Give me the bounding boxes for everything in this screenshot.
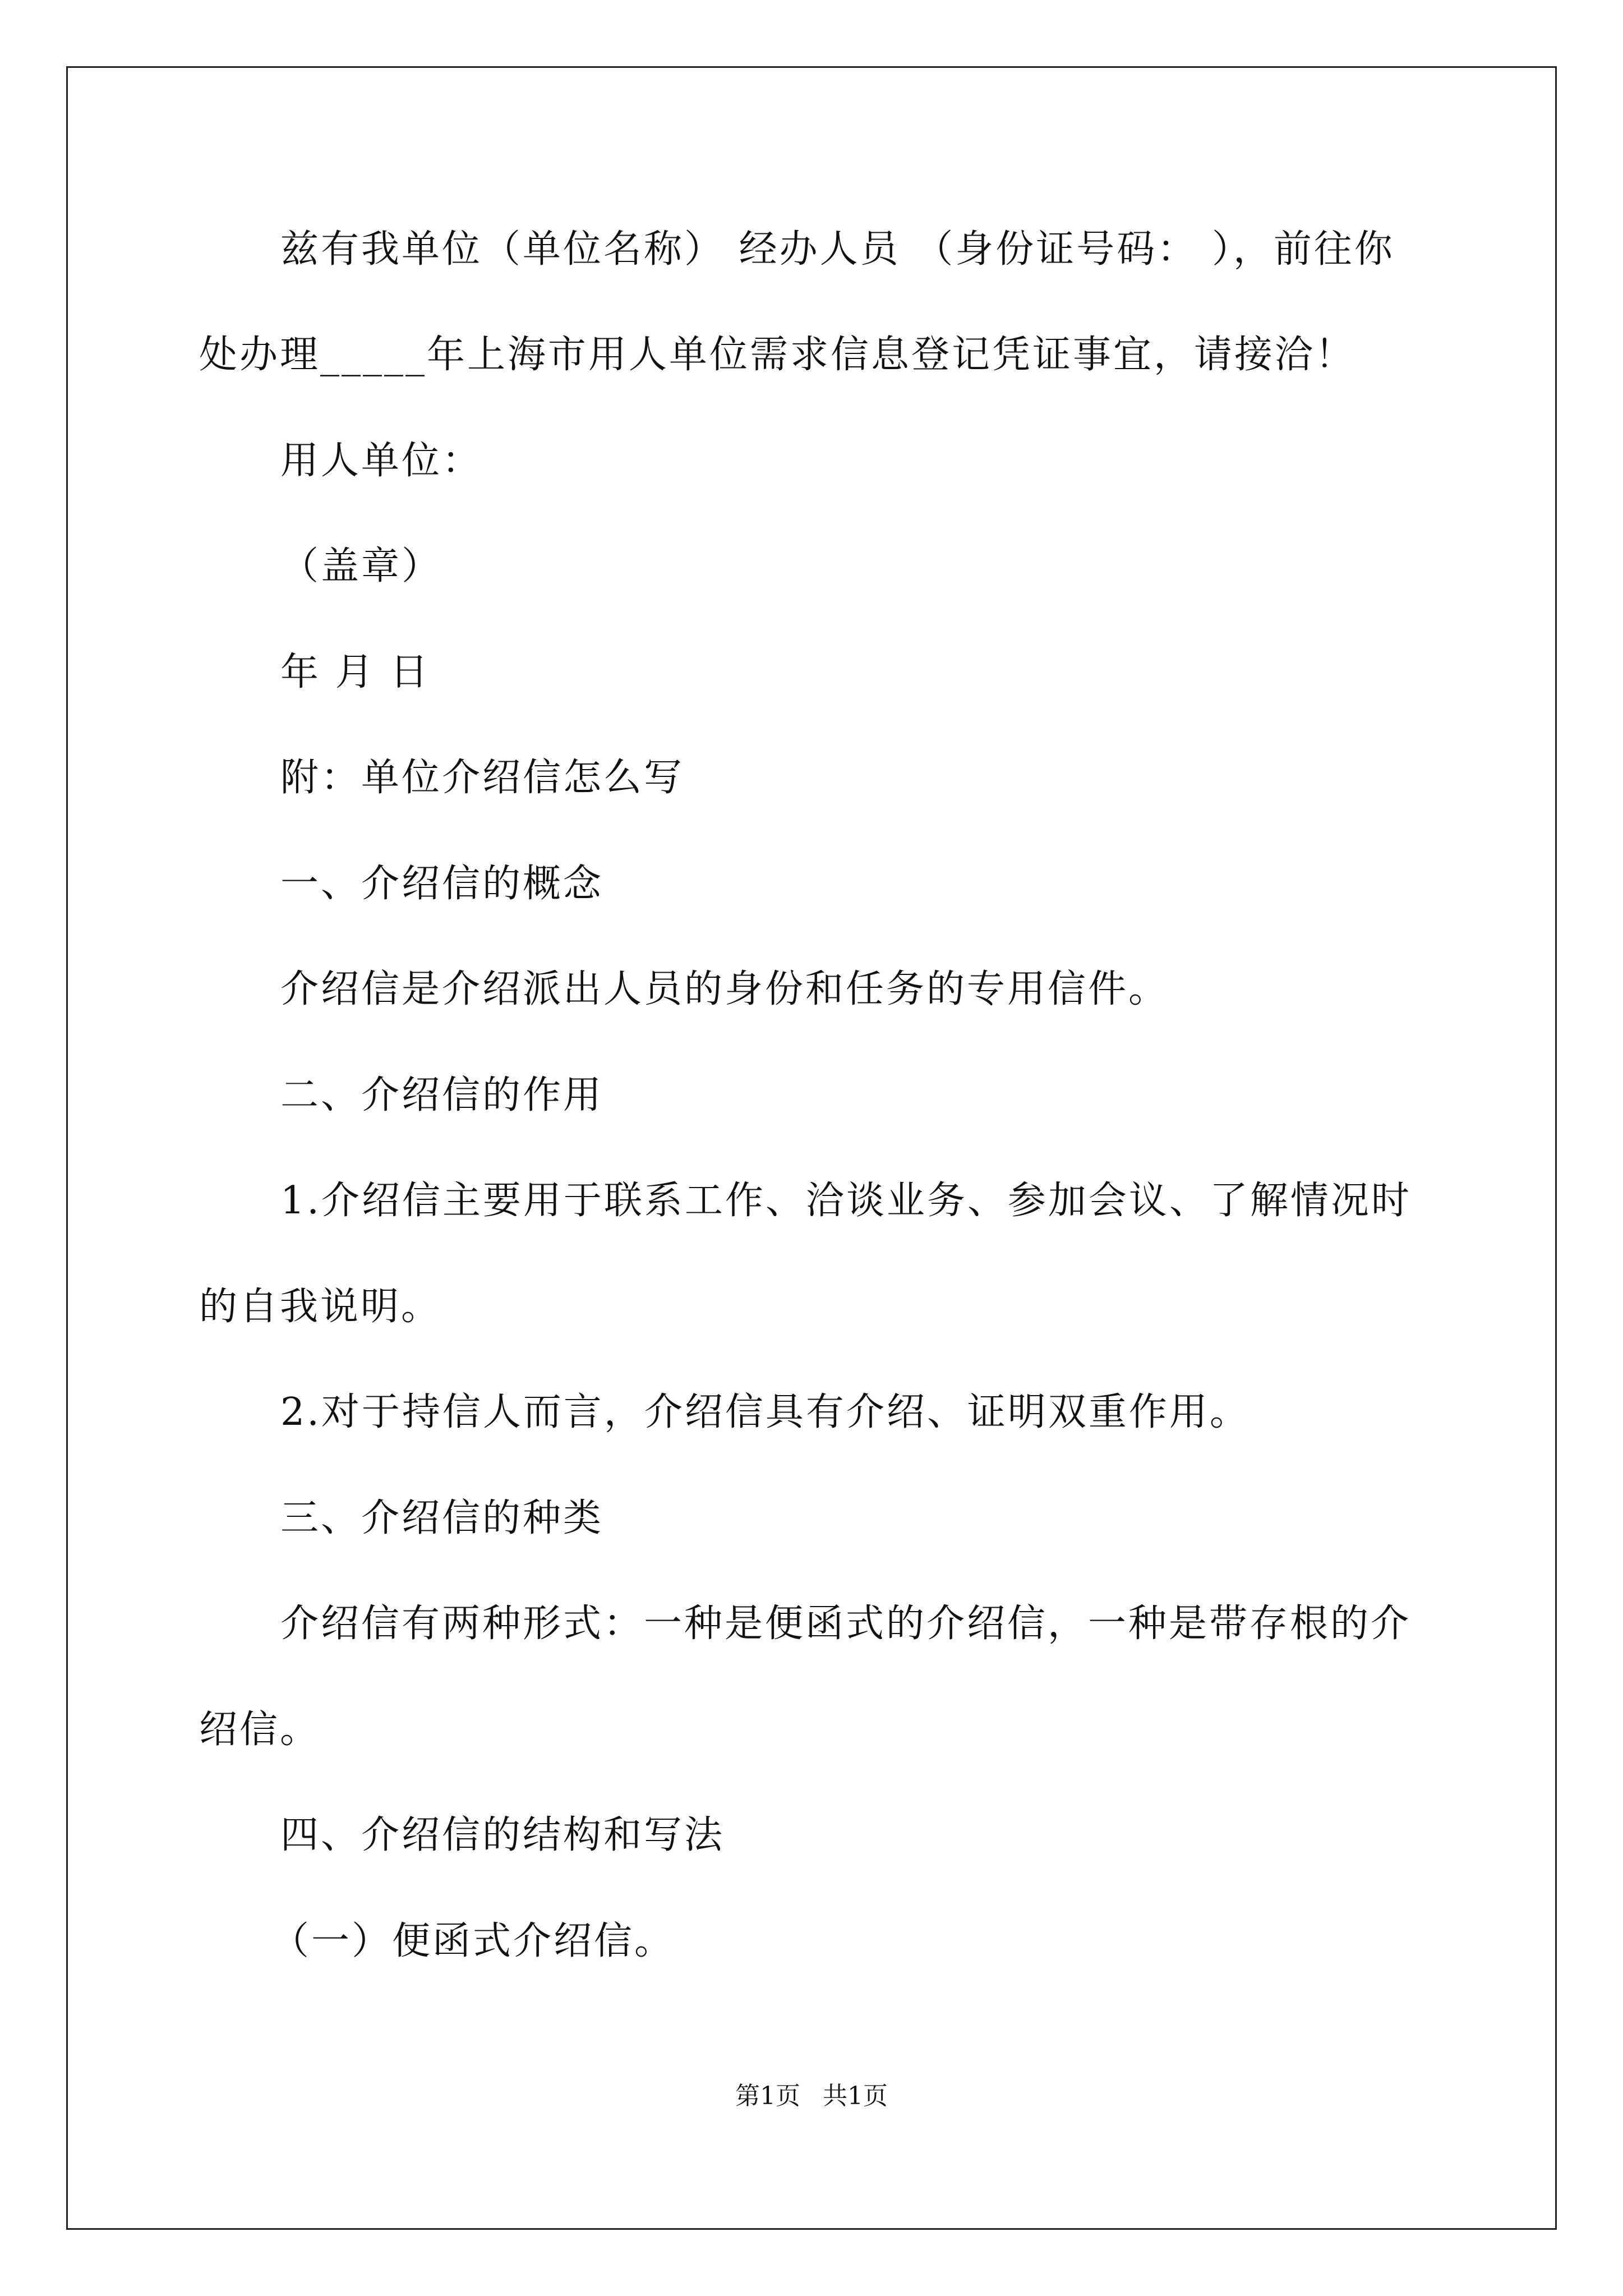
paragraph-line: 2.对于持信人而言，介绍信具有介绍、证明双重作用。: [280, 1390, 1250, 1434]
paragraph-line: 附：单位介绍信怎么写: [280, 756, 685, 800]
page-footer: [0, 2082, 1623, 2110]
paragraph-line: 介绍信有两种形式：一种是便函式的介绍信，一种是带存根的介: [280, 1602, 1412, 1646]
paragraph-line: 1.介绍信主要用于联系工作、洽谈业务、参加会议、了解情况时: [280, 1179, 1412, 1223]
paragraph-line: 年 月 日: [280, 650, 431, 694]
section-heading: 二、介绍信的作用: [280, 1073, 604, 1117]
page-number-current: 第1页: [735, 2082, 800, 2110]
paragraph-line: 绍信。: [199, 1708, 321, 1752]
sub-heading: （一）便函式介绍信。: [271, 1919, 675, 1963]
paragraph-line: 用人单位：: [280, 439, 483, 483]
paragraph-line: （盖章）: [280, 544, 442, 588]
section-heading: 一、介绍信的概念: [280, 862, 604, 906]
paragraph-line: 介绍信是介绍派出人员的身份和任务的专用信件。: [280, 967, 1169, 1011]
paragraph-line: 兹有我单位（单位名称） 经办人员 （身份证号码： ），前往你: [280, 227, 1395, 272]
paragraph-line: 的自我说明。: [199, 1285, 442, 1329]
page-border: [66, 66, 1557, 2230]
page-number-total: 共1页: [823, 2082, 888, 2110]
section-heading: 四、介绍信的结构和写法: [280, 1813, 725, 1857]
paragraph-line: 处办理_____年上海市用人单位需求信息登记凭证事宜，请接洽！: [199, 333, 1356, 377]
section-heading: 三、介绍信的种类: [280, 1496, 604, 1540]
